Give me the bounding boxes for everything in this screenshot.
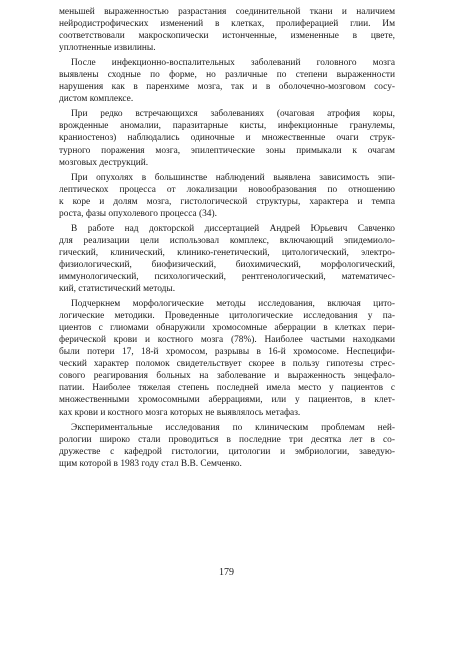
text-line: циентов с глиомами обнаружили хромосомные аберрации в клетках пери-: [59, 323, 395, 334]
text-line: множественными хромосомными аберрациями, или у пациентов, в клет-: [59, 395, 395, 406]
paragraph-3: [59, 108, 395, 168]
text-line: сового реагирования больных на заболевание и выраженность энцефало-: [59, 371, 395, 382]
text-line: гический, клинический, клинико-генетический, цитологический, электро-: [59, 247, 395, 258]
text-line: врожденные аномалии, паразитарные кисты, инфекционные гранулемы,: [59, 121, 395, 132]
text-line: рологии широко стали проводиться в последние три десятка лет в со-: [59, 434, 395, 445]
text-line: При опухолях в большинстве наблюдений выявлена зависимость эпи-: [71, 172, 395, 183]
text-line: Экспериментальные исследования по клиническим проблемам ней-: [71, 422, 395, 433]
paragraph-6: [59, 298, 395, 418]
text-line: патии. Наиболее тяжелая степень последней имела место у пациентов с: [59, 383, 395, 394]
page-number: 179: [219, 567, 234, 578]
text-line: ферической крови и костного мозга (78%). Наиболее частыми находками: [59, 335, 395, 346]
paragraph-4: [59, 172, 395, 220]
text-line: были потери 17, 18-й хромосом, разрывы в 16-й хромосоме. Неспецифи-: [59, 347, 395, 358]
text-line: После инфекционно-воспалительных заболеваний головного мозга: [71, 58, 395, 69]
text-line: физиологический, биофизический, биохимический, морфологический,: [59, 259, 395, 270]
paragraph-1: [59, 6, 395, 54]
paragraph-5: [59, 223, 395, 295]
text-line: выявлены сходные по форме, но различные по степени выраженности: [59, 70, 395, 81]
text-line: краниостеноз) наблюдались одиночные и множественные очаги струк-: [59, 133, 395, 144]
text-line: соответствовали макроскопически истонченные, измененные в цвете,: [59, 31, 395, 42]
text-line: Подчеркнем морфологические методы исследования, включая цито-: [71, 299, 395, 310]
text-line: мозговых деструкций.: [59, 157, 149, 168]
text-line: турного поражения мозга, эпилептические зоны примыкали к очагам: [59, 145, 395, 156]
text-line: щим которой в 1983 году стал В.В. Семченко.: [59, 458, 242, 469]
text-line: меньшей выраженностью разрастания соединительной ткани и наличием: [59, 7, 395, 17]
text-line: ческий характер поломок свидетельствует скорее в пользу гипотезы стрес-: [59, 359, 395, 370]
text-line: логические методики. Проведенные цитологические исследования у па-: [59, 311, 395, 322]
text-line: дистом комплексе.: [59, 94, 134, 105]
text-line: При редко встречающихся заболеваниях (очаговая атрофия коры,: [71, 109, 395, 120]
paragraph-7: [59, 422, 395, 470]
text-line: кий, статистический методы.: [59, 284, 176, 295]
text-line: иммунологический, психологический, рентгенологический, математичес-: [59, 271, 395, 282]
text-line: роста, фазы опухолевого процесса (34).: [59, 208, 217, 219]
text-line: ках крови и костного мозга которых не выявлялось метафаз.: [59, 407, 301, 418]
body-text: [59, 6, 395, 470]
text-line: для реализации цели использовал комплекс, включающий эпидемиоло-: [59, 235, 395, 246]
text-line: уплотненные извилины.: [59, 43, 156, 54]
text-line: к коре и долям мозга, гистологической структуры, характера и темпа: [59, 196, 395, 207]
paragraph-2: [59, 57, 395, 105]
text-line: В работе над докторской диссертацией Андрей Юрьевич Савченко: [71, 223, 395, 234]
text-line: дружестве с кафедрой гистологии, цитологии и эмбриологии, заведую-: [59, 446, 395, 457]
text-line: нейродистрофических изменений в клетках, пролиферацией глии. Им: [59, 19, 395, 30]
text-line: нарушения как в паренхиме мозга, так и в оболочечно-мозговом сосу-: [59, 82, 395, 93]
text-line: лептическох процесса от локализации новообразования по отношению: [59, 184, 395, 195]
